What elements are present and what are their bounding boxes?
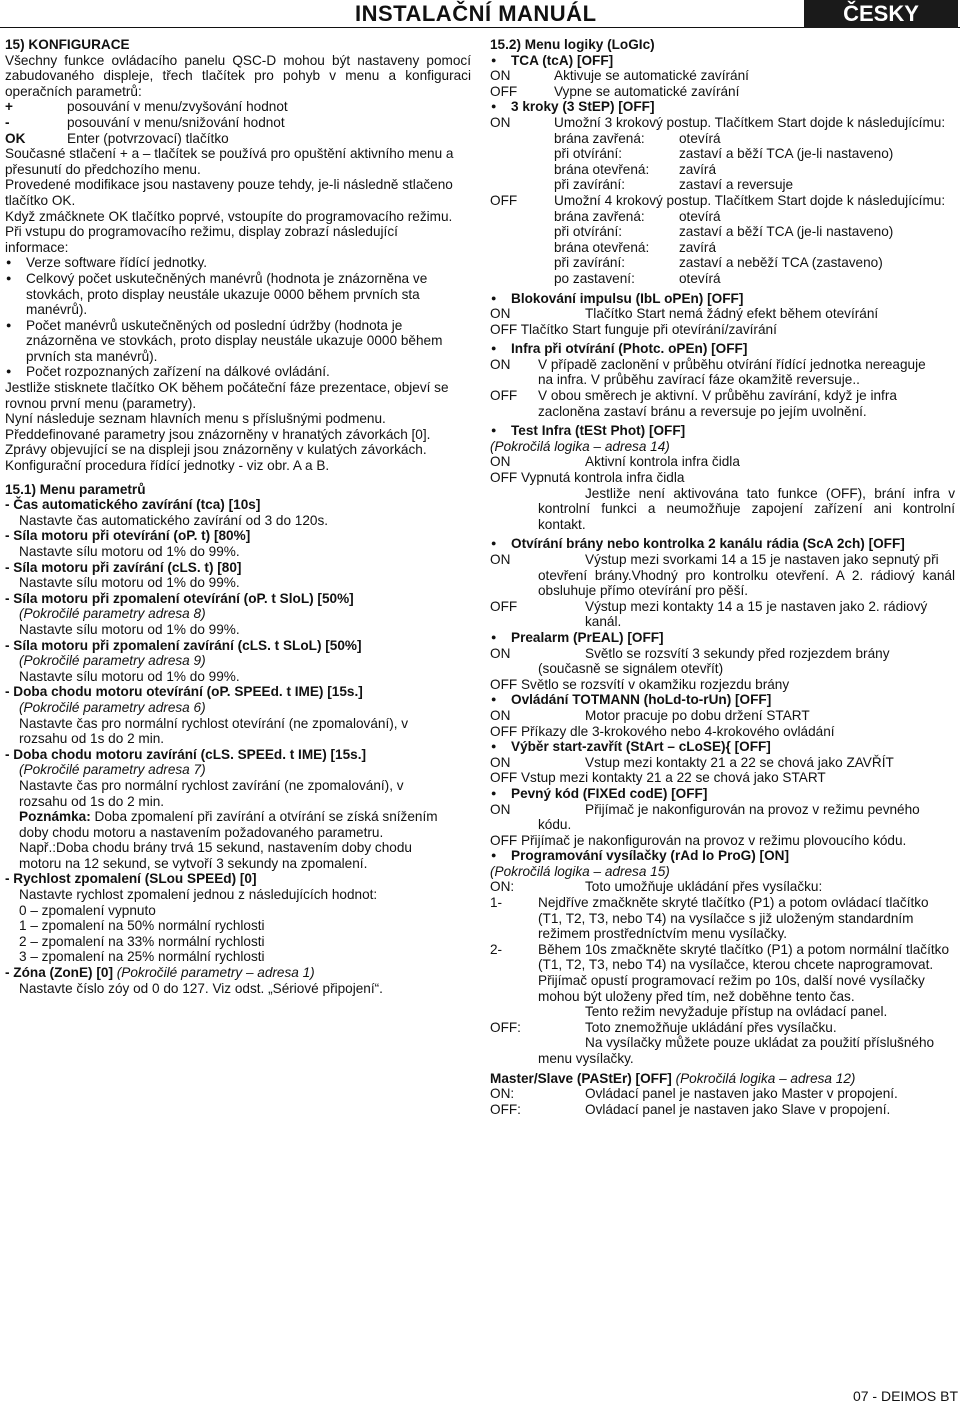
param-advanced-address: (Pokročilé parametry adresa 8): [19, 606, 206, 622]
row-key: při zavírání:: [554, 177, 626, 193]
logic-continuation: (současně se signálem otevřít): [538, 661, 724, 677]
left-column: [5, 37, 471, 996]
master-title: Master/Slave (PAStEr) [OFF]: [490, 1070, 672, 1086]
row-key: OK: [5, 130, 26, 146]
paragraph-line: Současné stlačení + a – tlačítek se používá pro opuštění aktivního menu a: [5, 146, 454, 162]
section-heading: 15) KONFIGURACE: [5, 37, 130, 52]
logic-continuation: zacloněna zastaví bránu a reversuje po jejím uvolnění.: [538, 403, 867, 419]
row-value: zastaví a reversuje: [679, 177, 794, 193]
logic-row: OFF Přijímač je nakonfigurován na provoz v režimu plovoucího kódu.: [490, 832, 907, 848]
row-key: při otvírání:: [554, 146, 622, 162]
step-row: [490, 240, 955, 256]
logic-row: [490, 879, 955, 895]
menu-heading: 15.1) Menu parametrů: [5, 481, 146, 497]
logic-row: [490, 646, 955, 662]
row-key: ON: [490, 801, 511, 817]
logic-title: ● Test Infra (tESt Phot) [OFF]: [490, 423, 955, 439]
page-header: [0, 0, 960, 28]
row-value: Aktivní kontrola infra čidla: [585, 454, 740, 470]
row-value: Nejdříve zmačkněte skryté tlačítko (P1) a potom ovládací tlačítko: [538, 895, 929, 911]
logic-title: ● Ovládání TOTMANN (hoLd-to-rUn) [OFF]: [490, 692, 955, 708]
row-key: ON: [490, 306, 511, 322]
row-key: ON: [490, 114, 511, 130]
step-continuation: Přijímač opustí programovací režim po 10s, další nové vysílačky: [538, 973, 925, 989]
row-value: Výstup mezi svorkami 14 a 15 je nastaven jako sepnutý při: [585, 552, 939, 567]
row-value: Ovládací panel je nastaven jako Master v propojení.: [585, 1086, 898, 1102]
row-value: posouvání v menu/snižování hodnot: [67, 114, 285, 130]
bullet-line: prvních sta manévrů).: [26, 348, 158, 364]
row-key: brána otevřená:: [554, 161, 650, 177]
bullet-line: znázorněna ve stovkách, proto display neustále ukazuje 0000 během: [26, 333, 443, 349]
paragraph-line: Nyní následuje seznam hlavních menu s příslušnými podmenu.: [5, 411, 386, 427]
paragraph-line: Zprávy objevující se na displeji jsou znázorněny v kulatých závorkách.: [5, 442, 427, 458]
row-key: 2-: [490, 941, 503, 957]
logic-title: ● Výběr start-zavřít (StArt – cLoSE){ [OFF]: [490, 739, 955, 755]
paragraph-line: Jestliže stisknete tlačítko OK během počáteční fáze prezentace, objeví se: [5, 380, 449, 396]
row-value: zastaví a běží TCA (je-li nastaveno): [679, 146, 894, 162]
logic-row: [490, 599, 955, 630]
row-value: Toto znemožňuje ukládání přes vysílačku.: [585, 1019, 837, 1035]
row-key: OFF: [490, 83, 518, 99]
step-continuation: mohou být uloženy před tím, než doběhne tento čas.: [538, 988, 855, 1004]
param-title: - Síla motoru při zpomalení otevírání (oP. t SloL) [50%]: [5, 590, 354, 606]
row-value: Aktivuje se automatické zavírání: [554, 68, 749, 84]
param-description: Nastavte sílu motoru od 1% do 99%.: [19, 544, 240, 559]
row-key: brána zavřená:: [554, 208, 645, 224]
row-key: OFF: [490, 598, 518, 614]
logic-continuation: Jestliže není aktivována tato funkce (OFF), brání infra v: [585, 485, 955, 501]
step-continuation: (T1, T2, T3, nebo T4) na vysílačce, kterou chcete naprogramovat.: [538, 957, 934, 973]
logic-row: [490, 306, 955, 322]
param-title: - Doba chodu motoru zavírání (cLS. SPEEd. t IME) [15s.]: [5, 746, 367, 762]
step-row: [490, 942, 955, 958]
logic-row: OFF Světlo se rozsvítí v okamžiku rozjezdu brány: [490, 676, 790, 692]
logic-row: OFF Tlačítko Start funguje při otevírání/zavírání: [490, 321, 777, 337]
note-text: Doba zpomalení při zavírání a otvírání se získá snížením: [90, 809, 438, 825]
row-value: Enter (potvrzovací) tlačítko: [67, 130, 229, 146]
row-value: Světlo se rozsvítí 3 sekundy před rozjezdem brány: [585, 645, 890, 661]
row-key: ON:: [490, 1086, 515, 1102]
paragraph-line: Provedené modifikace jsou nastaveny pouze tehdy, je-li následně stlačeno: [5, 177, 453, 193]
paragraph-line: informace:: [5, 239, 69, 255]
row-key: OFF:: [490, 1101, 521, 1117]
bullet-line: stovkách, proto display neustále ukazuje 0000 během prvních sta: [26, 286, 420, 302]
row-key: ON: [490, 754, 511, 770]
param-description: Nastavte číslo zóy od 0 do 127. Viz odst. „Sériové připojení“.: [19, 980, 383, 996]
step-row: [490, 146, 955, 162]
logic-row: [490, 193, 955, 209]
note-line: Např.:Doba chodu brány trvá 15 sekund, nastavením doby chodu: [19, 840, 412, 856]
row-key: 1-: [490, 895, 503, 911]
logic-continuation: Na vysílačky můžete pouze ukládat za použití příslušného: [585, 1035, 935, 1051]
row-value: Během 10s zmačkněte skryté tlačítko (P1) a potom normální tlačítko: [538, 941, 950, 957]
row-key: při zavírání:: [554, 255, 626, 271]
row-value: zastaví a běží TCA (je-li nastaveno): [679, 224, 894, 240]
logic-row: [490, 802, 955, 818]
param-description: Nastavte rychlost zpomalení jednou z následujících hodnot:: [19, 887, 378, 903]
zone-title: - Zóna (ZonE) [0]: [5, 965, 113, 981]
logic-continuation: na infra. V průběhu zavírací fáze okamžitě reversuje..: [538, 372, 860, 388]
row-value: otevírá: [679, 208, 721, 224]
logic-row: [490, 1102, 955, 1118]
right-column: [490, 37, 955, 1117]
note-line: doby chodu motoru a nastavením požadovaného parametru.: [19, 824, 384, 840]
row-value: Umožní 4 krokový postup. Tlačítkem Start dojde k následujícímu:: [554, 192, 946, 208]
row-value: V obou směrech je aktivní. V průběhu zavírání, když je infra: [538, 388, 897, 404]
paragraph-line: Konfigurační procedura řídící jednotky - viz obr. A a B.: [5, 458, 330, 474]
logic-row: [490, 454, 955, 470]
row-value: Vstup mezi kontakty 21 a 22 se chová jako ZAVŘÍT: [585, 754, 894, 770]
master-advanced-address: (Pokročilá logika – adresa 12): [671, 1070, 856, 1086]
note-label: Poznámka:: [19, 809, 91, 825]
param-description: Nastavte sílu motoru od 1% do 99%.: [19, 575, 240, 591]
row-key: ON: [490, 68, 511, 84]
logic-row: OFF Příkazy dle 3-krokového nebo 4-krokového ovládání: [490, 723, 835, 739]
step-row: [490, 255, 955, 271]
param-description: 1 – zpomalení na 50% normální rychlosti: [19, 918, 265, 934]
row-value: Toto umožňuje ukládání přes vysílačku:: [585, 879, 823, 895]
param-description: Nastavte čas pro normální rychlost otevírání (ne zpomalování), v: [19, 715, 409, 731]
step-row: [490, 224, 955, 240]
param-description: rozsahu od 1s do 2 min.: [19, 793, 165, 809]
param-description: 2 – zpomalení na 33% normální rychlosti: [19, 933, 265, 949]
intro-line: Všechny funkce ovládacího panelu QSC-D mohou být nastaveny pomocí: [5, 52, 471, 68]
row-value: Přijímač je nakonfigurován na provoz v režimu pevného: [585, 801, 920, 817]
spacer: [5, 474, 471, 482]
section-heading: 15.2) Menu logiky (LoGIc): [490, 37, 655, 52]
logic-row: [490, 1086, 955, 1102]
row-key: OFF: [490, 192, 518, 208]
step-row: [490, 895, 955, 911]
note-line: motoru na 12 sekund, se vytvoří 3 sekundy na zpomalení.: [19, 855, 368, 871]
logic-title: ● Pevný kód (FIXEd codE) [OFF]: [490, 786, 955, 802]
logic-row: [490, 68, 955, 84]
logic-row: [490, 388, 955, 404]
row-key: brána otevřená:: [554, 239, 650, 255]
logic-title: [490, 1071, 955, 1087]
param-description: Nastavte sílu motoru od 1% do 99%.: [19, 668, 240, 684]
logic-row: [490, 357, 955, 373]
row-key: ON: [490, 645, 511, 661]
key-row: [5, 115, 471, 131]
logic-continuation: otevření brány.Vhodný pro kontrolku otevření. A 2. rádiový kanál: [538, 567, 955, 583]
logic-title: ● Prealarm (PrEAL) [OFF]: [490, 630, 955, 646]
row-key: -: [5, 114, 10, 130]
param-description: rozsahu od 1s do 2 min.: [19, 731, 165, 747]
row-key: brána zavřená:: [554, 130, 645, 146]
row-value: Vypne se automatické zavírání: [554, 83, 740, 99]
param-advanced-address: (Pokročilé parametry adresa 6): [19, 699, 206, 715]
advanced-address: (Pokročilá logika – adresa 14): [490, 438, 670, 454]
logic-title: ● 3 kroky (3 StEP) [OFF]: [490, 99, 955, 115]
row-key: OFF: [490, 388, 518, 404]
logic-continuation: kódu.: [538, 817, 572, 833]
param-advanced-address: (Pokročilé parametry adresa 9): [19, 653, 206, 669]
param-description: Nastavte čas automatického zavírání od 3 do 120s.: [19, 512, 329, 528]
logic-row: OFF Vstup mezi kontakty 21 a 22 se chová jako START: [490, 770, 826, 786]
language-badge: ČESKY: [804, 0, 958, 28]
row-key: +: [5, 99, 13, 115]
row-value: zavírá: [679, 239, 717, 255]
page-number: 07 - DEIMOS BT: [852, 1388, 958, 1404]
paragraph-line: Když zmáčknete OK tlačítko poprvé, vstoupíte do programovacího režimu.: [5, 208, 453, 224]
paragraph-line: Předdefinované parametry jsou znázorněny v hranatých závorkách [0].: [5, 426, 431, 442]
param-title: - Čas automatického zavírání (tca) [10s]: [5, 497, 261, 513]
key-row: [5, 99, 471, 115]
bullet-line: ● Celkový počet uskutečněných manévrů (hodnota je znázorněna ve: [5, 271, 471, 287]
row-key: ON: [490, 552, 511, 567]
logic-title: ● Programování vysílačky (rAd Io ProG) [ON]: [490, 848, 955, 864]
row-key: ON: [490, 707, 511, 723]
paragraph-line: přesunutí do předchozího menu.: [5, 161, 201, 177]
row-value: zavírá: [679, 161, 717, 177]
note-line: [5, 809, 471, 825]
logic-row: [490, 708, 955, 724]
logic-continuation: menu vysílačky.: [538, 1051, 634, 1066]
row-value: zastaví a neběží TCA (zastaveno): [679, 255, 883, 271]
bullet-line: ● Počet manévrů uskutečněných od poslední údržby (hodnota je: [5, 318, 471, 334]
zone-advanced-address: (Pokročilé parametry – adresa 1): [112, 965, 315, 981]
row-value: Tlačítko Start nemá žádný efekt během otevírání: [585, 306, 879, 322]
bullet-line: ● Verze software řídící jednotky.: [5, 255, 471, 271]
step-continuation: režimem prostředníctvím menu vysílačky.: [538, 926, 788, 942]
param-title: - Rychlost zpomalení (SLou SPEEd) [0]: [5, 871, 257, 887]
row-key: ON: [490, 356, 511, 372]
row-key: po zastavení:: [554, 270, 635, 286]
step-row: [490, 177, 955, 193]
param-title: - Síla motoru při otevírání (oP. t) [80%]: [5, 528, 251, 544]
logic-continuation: obsluhuje přímo otevírání pro pěší.: [538, 583, 749, 599]
logic-title: ● TCA (tcA) [OFF]: [490, 53, 955, 69]
row-value: otevírá: [679, 270, 721, 286]
row-value: Výstup mezi kontakty 14 a 15 je nastaven jako 2. rádiový kanál.: [585, 598, 928, 630]
step-continuation: Tento režim nevyžaduje přístup na ovládací panel.: [585, 1004, 888, 1020]
row-value: Umožní 3 krokový postup. Tlačítkem Start dojde k následujícímu:: [554, 114, 946, 130]
row-value: posouvání v menu/zvyšování hodnot: [67, 99, 288, 115]
logic-continuation: kontakt.: [538, 516, 586, 532]
bullet-line: manévrů).: [26, 302, 88, 318]
row-value: Ovládací panel je nastaven jako Slave v propojení.: [585, 1101, 891, 1117]
row-key: OFF:: [490, 1019, 521, 1035]
paragraph-line: tlačítko OK.: [5, 192, 76, 208]
logic-row: [490, 84, 955, 100]
row-key: ON:: [490, 879, 515, 895]
logic-title: ● Infra při otvírání (Photc. oPEn) [OFF]: [490, 341, 955, 357]
step-continuation: (T1, T2, T3, nebo T4) na vysílačce s již uloženým standardním: [538, 910, 914, 926]
param-description: Nastavte sílu motoru od 1% do 99%.: [19, 621, 240, 637]
row-value: otevírá: [679, 130, 721, 146]
paragraph-line: Při vstupu do programovacího režimu, display zobrazí následující: [5, 224, 398, 240]
advanced-address: (Pokročilá logika – adresa 15): [490, 863, 670, 879]
logic-title: ● Blokování impulsu (IbL oPEn) [OFF]: [490, 291, 955, 307]
paragraph-line: rovnou první menu (parametry).: [5, 395, 197, 411]
param-description: Nastavte čas pro normální rychlost zavírání (ne zpomalování), v: [19, 777, 404, 793]
intro-line: operačních parametrů:: [5, 83, 142, 99]
intro-line: zabudovaného displeje, třech tlačítek pro pohyb v menu a konfiguraci: [5, 68, 471, 84]
param-advanced-address: (Pokročilé parametry adresa 7): [19, 762, 206, 778]
logic-row: OFF Vypnutá kontrola infra čidla: [490, 470, 685, 486]
logic-row: [490, 755, 955, 771]
param-description: 3 – zpomalení na 25% normální rychlosti: [19, 949, 265, 965]
step-row: [490, 131, 955, 147]
key-row: [5, 131, 471, 147]
manual-title: INSTALAČNÍ MANUÁL: [355, 1, 597, 26]
param-description: 0 – zpomalení vypnuto: [19, 902, 156, 918]
step-row: [490, 271, 955, 287]
param-title: - Síla motoru při zpomalení zavírání (cLS. t SLoL) [50%]: [5, 637, 362, 653]
param-title: - Doba chodu motoru otevírání (oP. SPEEd. t IME) [15s.]: [5, 684, 363, 700]
row-key: ON: [490, 454, 511, 470]
row-value: Motor pracuje po dobu držení START: [585, 707, 810, 723]
logic-row: [490, 115, 955, 131]
logic-continuation: kontrolní funkci a neumožňuje zapojení zařízení ani kontrolní: [538, 501, 955, 517]
row-key: při otvírání:: [554, 224, 622, 240]
row-value: V případě zaclonění v průběhu otvírání řídící jednotka nereaguje: [538, 356, 926, 372]
param-title: [5, 965, 471, 981]
bullet-line: ● Počet rozpoznaných zařízení na dálkové ovládání.: [5, 364, 471, 380]
logic-row: [490, 1020, 955, 1036]
logic-title: ● Otvírání brány nebo kontrolka 2 kanálu rádia (ScA 2ch) [OFF]: [490, 536, 955, 552]
step-row: [490, 162, 955, 178]
step-row: [490, 209, 955, 225]
param-title: - Síla motoru při zavírání (cLS. t) [80]: [5, 559, 242, 575]
logic-row: [490, 552, 955, 568]
